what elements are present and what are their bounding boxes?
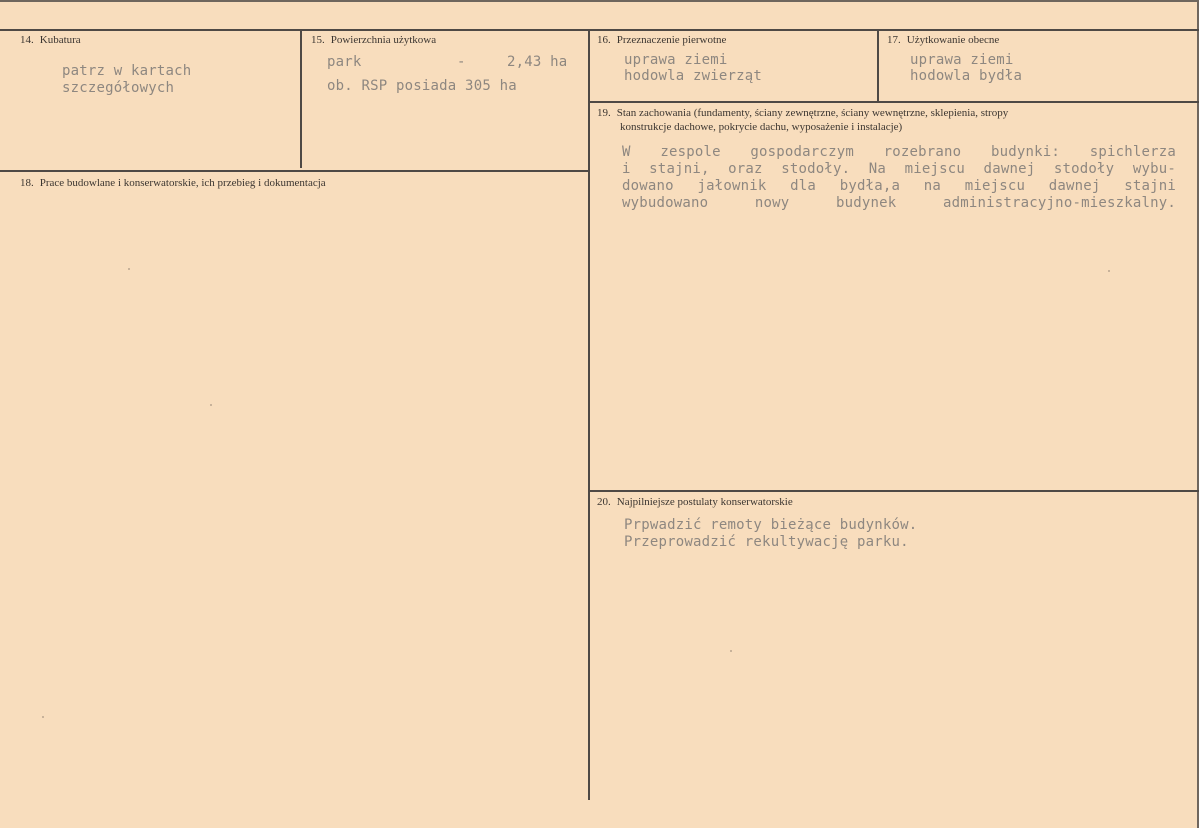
field-15-row1-value: 2,43 ha	[507, 54, 568, 70]
field-15-row1-name: park	[327, 54, 362, 70]
field-19-label	[597, 106, 1008, 120]
divider-main	[588, 30, 590, 800]
field-14-line-1: patrz w kartach	[62, 63, 192, 79]
field-16-line-2: hodowla zwierząt	[624, 68, 763, 84]
rule-above-20	[588, 490, 1199, 492]
field-18-label	[20, 176, 326, 190]
field-15-number: 15.	[311, 34, 325, 46]
divider-16-17	[877, 30, 879, 102]
field-15-label	[311, 33, 436, 47]
paper-speck	[1108, 270, 1110, 272]
field-20-title: Najpilniejsze postulaty konserwatorskie	[616, 496, 793, 508]
field-20-label	[597, 495, 793, 509]
field-17-number: 17.	[887, 34, 901, 46]
field-19-number: 19.	[597, 107, 611, 119]
rule-above-18	[0, 170, 588, 172]
field-20-line-1: Prpwadzić remoty bieżące budynków.	[624, 517, 918, 533]
field-15-row1-dash: -	[457, 54, 466, 70]
field-17-label	[887, 33, 999, 47]
field-17-title: Użytkowanie obecne	[906, 34, 1000, 46]
field-19-line-3: dowano jałownik dla bydła,a na miejscu dawnej stajni	[622, 178, 1176, 194]
field-19-line-1: W zespole gospodarczym rozebrano budynki: spichlerza	[622, 144, 1176, 160]
field-14-line-2: szczegółowych	[62, 80, 175, 96]
field-19-title-line-2: konstrukcje dachowe, pokrycie dachu, wyposażenie i instalacje)	[620, 121, 903, 133]
field-16-line-1: uprawa ziemi	[624, 52, 728, 68]
divider-14-15	[300, 30, 302, 168]
field-18-number: 18.	[20, 177, 34, 189]
field-14-number: 14.	[20, 34, 34, 46]
rule-top	[0, 29, 1199, 31]
rule-above-19	[588, 101, 1199, 103]
field-15-row2: ob. RSP posiada 305 ha	[327, 78, 517, 94]
field-16-title: Przeznaczenie pierwotne	[616, 34, 727, 46]
paper-speck	[42, 716, 44, 718]
field-17-line-1: uprawa ziemi	[910, 52, 1014, 68]
field-19-line-4: wybudowano nowy budynek administracyjno-mieszkalny.	[622, 195, 1176, 211]
top-edge	[0, 0, 1199, 2]
field-19-line-2: i stajni, oraz stodoły. Na miejscu dawnej stodoły wybu-	[622, 161, 1176, 177]
field-16-label	[597, 33, 726, 47]
field-18-title: Prace budowlane i konserwatorskie, ich przebieg i dokumentacja	[39, 177, 326, 189]
field-14-title: Kubatura	[39, 34, 81, 46]
paper-speck	[210, 404, 212, 406]
field-17-line-2: hodowla bydła	[910, 68, 1023, 84]
field-20-line-2: Przeprowadzić rekultywację parku.	[624, 534, 909, 550]
paper-speck	[730, 650, 732, 652]
field-19-title-line-1: Stan zachowania (fundamenty, ściany zewnętrzne, ściany wewnętrzne, sklepienia, stropy	[616, 107, 1009, 119]
field-15-title: Powierzchnia użytkowa	[330, 34, 437, 46]
paper-speck	[128, 268, 130, 270]
field-14-label	[20, 33, 81, 47]
field-20-number: 20.	[597, 496, 611, 508]
field-16-number: 16.	[597, 34, 611, 46]
